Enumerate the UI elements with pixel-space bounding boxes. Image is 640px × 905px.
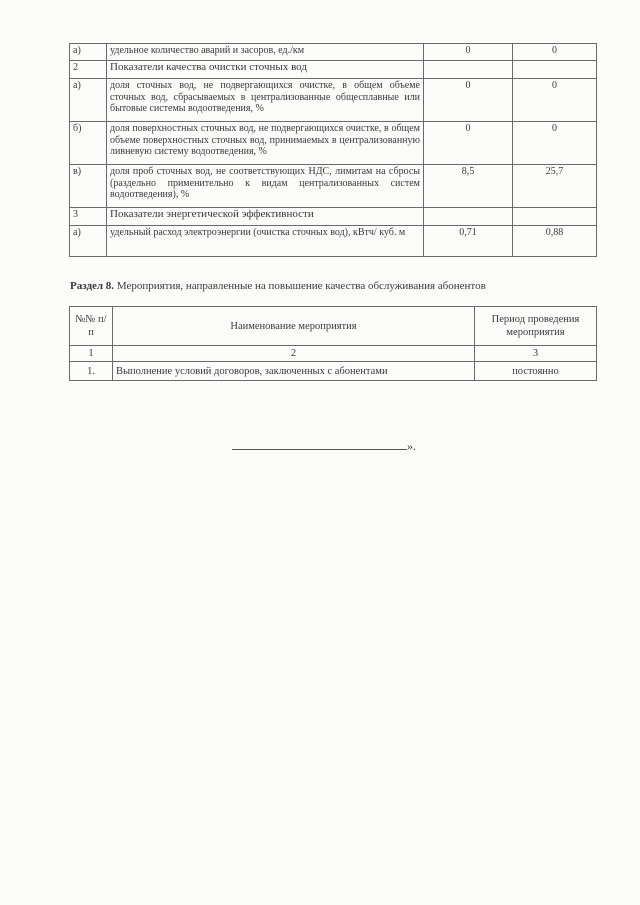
row-period: постоянно [475, 362, 597, 381]
row-number: б) [70, 122, 107, 165]
value-base: 0 [424, 79, 513, 122]
value-target: 25,7 [513, 165, 597, 208]
signature-line [232, 437, 416, 454]
value-target [513, 61, 597, 79]
header-period: Период проведения мероприятия [475, 307, 597, 346]
row-description: Показатели качества очистки сточных вод [107, 61, 424, 79]
value-target: 0 [513, 44, 597, 61]
index-name: 2 [113, 346, 475, 362]
table-row [70, 122, 597, 165]
header-name: Наименование мероприятия [113, 307, 475, 346]
row-description: удельное количество аварий и засоров, ед./км [107, 44, 424, 61]
table-row [70, 44, 597, 61]
value-base: 0,71 [424, 226, 513, 257]
row-description: доля сточных вод, не подвергающихся очистке, в общем объеме сточных вод, сбрасываемых в централизованные общесплавные или бытовые системы водоотведения, % [107, 79, 424, 122]
row-number: а) [70, 226, 107, 257]
section-row [70, 208, 597, 226]
row-number: а) [70, 44, 107, 61]
table-header-row [70, 307, 597, 346]
value-base [424, 208, 513, 226]
section-row [70, 61, 597, 79]
indicators-table [69, 43, 597, 257]
table-row [70, 79, 597, 122]
row-description: удельный расход электроэнергии (очистка сточных вод), кВтч/ куб. м [107, 226, 424, 257]
index-num: 1 [70, 346, 113, 362]
value-target: 0,88 [513, 226, 597, 257]
index-period: 3 [475, 346, 597, 362]
value-target [513, 208, 597, 226]
value-base: 8,5 [424, 165, 513, 208]
section-title: Мероприятия, направленные на повышение качества обслуживания абонентов [116, 280, 486, 292]
measures-table [69, 306, 597, 381]
table-row [70, 165, 597, 208]
value-base: 0 [424, 122, 513, 165]
value-target: 0 [513, 79, 597, 122]
blank-line [232, 437, 407, 450]
row-number: 3 [70, 208, 107, 226]
value-target: 0 [513, 122, 597, 165]
closing-quote: ». [407, 439, 416, 453]
row-number: 2 [70, 61, 107, 79]
section-label: Раздел 8. [70, 280, 115, 292]
header-num: №№ п/п [70, 307, 113, 346]
row-description: Показатели энергетической эффективности [107, 208, 424, 226]
row-name: Выполнение условий договоров, заключенных с абонентами [113, 362, 475, 381]
row-num: 1. [70, 362, 113, 381]
row-description: доля поверхностных сточных вод, не подвергающихся очистке, в общем объеме поверхностных сточных вод, принимаемых в централизованную ливневую систему водоотведения, % [107, 122, 424, 165]
row-number: а) [70, 79, 107, 122]
row-number: в) [70, 165, 107, 208]
column-index-row [70, 346, 597, 362]
value-base: 0 [424, 44, 513, 61]
section-8-heading [70, 280, 486, 292]
row-description: доля проб сточных вод, не соответствующих НДС, лимитам на сбросы (раздельно применительно к видам централизованных систем водоотведения), % [107, 165, 424, 208]
table-row [70, 362, 597, 381]
value-base [424, 61, 513, 79]
table-row [70, 226, 597, 257]
